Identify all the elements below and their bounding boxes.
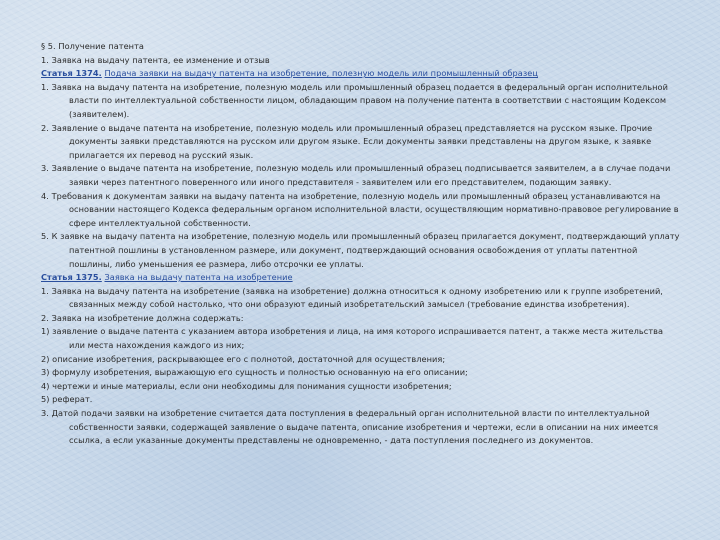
article-1374-item-5: 5. К заявке на выдачу патента на изобретение, полезную модель или промышленный образец прилагается документ, подтверждающий уплату патентной пошлины в установленном размере, или документ, подтверждающий основания освобождения от уплаты патентной пошлины, либо уменьшения ее размера, либо отсрочки ее уплаты.: [41, 231, 680, 269]
subsection-heading: 1. Заявка на выдачу патента, ее изменение и отзыв: [41, 54, 270, 65]
article-1374-item-1: 1. Заявка на выдачу патента на изобретение, полезную модель или промышленный образец подается в федеральный орган исполнительной власти по интеллектуальной собственности лицом, обладающим правом на получение патента в соответствии с настоящим Кодексом (заявителем).: [41, 81, 668, 119]
article-1375-subitem-3: 3) формулу изобретения, выражающую его сущность и полностью основанную на его описании;: [41, 367, 468, 378]
article-1374-link[interactable]: [41, 67, 681, 81]
article-1375-item-3: 3. Датой подачи заявки на изобретение считается дата поступления в федеральный орган исполнительной власти по интеллектуальной собственности заявки, содержащей заявление о выдаче патента, описание изобретения и чертежи, если в описании на них имеется ссылка, а если указанные документы представлены не одновременно, - дата поступления последнего из документов.: [41, 408, 659, 446]
article-1375-subitem-5: 5) реферат.: [41, 394, 93, 405]
article-1375-prefix[interactable]: Статья 1375.: [41, 272, 102, 283]
article-1374-item-4: 4. Требования к документам заявки на выдачу патента на изобретение, полезную модель или промышленный образец устанавливаются на основании настоящего Кодекса федеральным органом исполнительной власти, осуществляющим нормативно-правовое регулирование в сфере интеллектуальной собственности.: [41, 190, 679, 228]
article-1374-item-3: 3. Заявление о выдаче патента на изобретение, полезную модель или промышленный образец подписывается заявителем, а в случае подачи заявки через патентного поверенного или иного представителя - заявителем или его представителем, подающим заявку.: [41, 163, 671, 187]
section-heading: § 5. Получение патента: [41, 41, 144, 51]
article-1375-subitem-1: 1) заявление о выдаче патента с указанием автора изобретения и лица, на имя которого испрашивается патент, а также места жительства или места нахождения каждого из них;: [41, 326, 664, 351]
article-1375-link[interactable]: [41, 271, 681, 285]
document-body: [41, 40, 681, 448]
article-1375-item-2: 2. Заявка на изобретение должна содержать:: [41, 312, 244, 323]
article-1374-prefix[interactable]: Статья 1374.: [41, 68, 102, 79]
article-1375-subitem-4: 4) чертежи и иные материалы, если они необходимы для понимания сущности изобретения;: [41, 380, 452, 391]
article-1375-subitem-2: 2) описание изобретения, раскрывающее его с полнотой, достаточной для осуществления;: [41, 353, 446, 364]
article-1374-title[interactable]: Подача заявки на выдачу патента на изобретение, полезную модель или промышленный образец: [104, 68, 538, 79]
article-1375-item-1: 1. Заявка на выдачу патента на изобретение (заявка на изобретение) должна относиться к одному изобретению или к группе изобретений, связанных между собой настолько, что они образуют единый изобретательский замысел (требование единства изобретения).: [41, 285, 663, 310]
article-1374-item-2: 2. Заявление о выдаче патента на изобретение, полезную модель или промышленный образец представляется на русском языке. Прочие документы заявки представляются на русском или другом языке. Если документы заявки представлены на другом языке, к заявке прилагается их перевод на русский язык.: [41, 122, 653, 160]
article-1375-title[interactable]: Заявка на выдачу патента на изобретение: [104, 272, 293, 283]
